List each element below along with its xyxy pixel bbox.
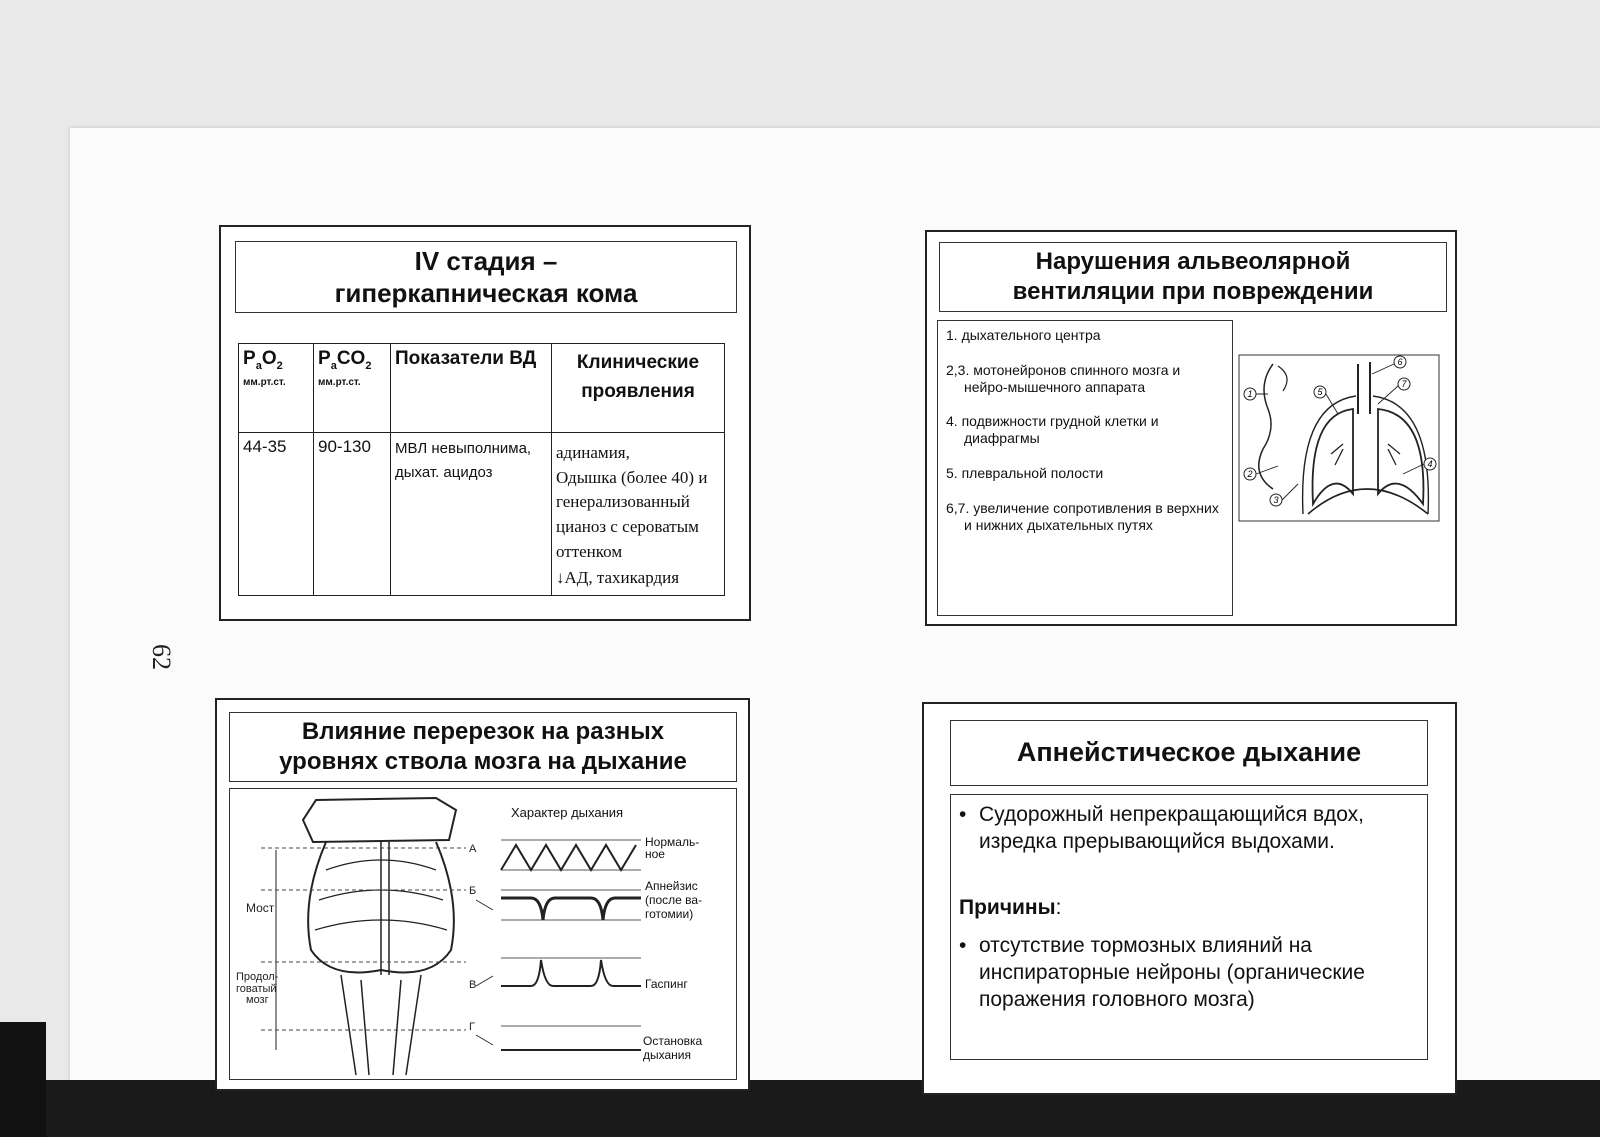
unit-paco2: мм.рт.ст. xyxy=(318,376,361,388)
list-item: 4. подвижности грудной клетки и диафрагмы xyxy=(946,413,1159,447)
list-item: 6,7. увеличение сопротивления в верхних и нижних дыхательных путях xyxy=(946,499,1219,533)
label-pons: Мост xyxy=(246,901,275,915)
diagram-label-2: 2 xyxy=(1247,469,1253,479)
slide-brainstem-sections xyxy=(215,698,750,1091)
list-item: 1. дыхательного центра xyxy=(946,327,1101,343)
pattern-gasping: Гаспинг xyxy=(645,977,688,991)
page-number: 62 xyxy=(147,644,176,670)
slide-title: Нарушения альвеолярной вентиляции при повреждении xyxy=(939,242,1447,312)
level-a: А xyxy=(469,843,477,855)
pattern-apneusis-2: (после ва- xyxy=(645,893,703,907)
level-v: В xyxy=(469,979,477,991)
diagram-label-6: 6 xyxy=(1397,357,1403,367)
cell-paco2: 90-130 xyxy=(314,433,391,596)
causes-heading: Причины: xyxy=(959,895,1062,919)
diagram-label-7: 7 xyxy=(1401,379,1407,389)
title-line-2: гиперкапническая кома xyxy=(334,278,638,308)
list-item: 5. плевральной полости xyxy=(946,464,1104,481)
slide-title xyxy=(235,241,737,313)
diagram-label-3: 3 xyxy=(1273,495,1279,505)
label-medulla-2: говатый xyxy=(236,983,277,995)
cause-list xyxy=(937,320,1233,616)
unit-pao2: мм.рт.ст. xyxy=(243,376,286,388)
slide-hypercapnic-coma xyxy=(219,225,751,621)
cell-vd: МВЛ невыполнима, дыхат. ацидоз xyxy=(391,433,552,596)
cell-pao2: 44-35 xyxy=(239,433,314,596)
diagram-label-1: 1 xyxy=(1247,389,1253,399)
pattern-apneusis-1: Апнейзис xyxy=(645,879,698,893)
level-b: Б xyxy=(469,885,477,897)
pattern-normal-2: ное xyxy=(645,847,665,861)
bullet-item: • отсутствие тормозных влияний на инспираторные нейроны (органические поражения головного мозга) xyxy=(959,933,1365,1012)
cell-clinic: адинамия, Одышка (более 40) и генерализованный цианоз с сероватым оттенком ↓АД, тахикардия xyxy=(552,433,725,596)
slide-body xyxy=(950,794,1428,1060)
label-medulla-1: Продол- xyxy=(236,971,279,983)
slide-alveolar-ventilation xyxy=(925,230,1457,626)
label-medulla-3: мозг xyxy=(246,994,269,1006)
slide-title: Влияние перерезок на разных уровнях ствола мозга на дыхание xyxy=(229,712,737,782)
level-g: Г xyxy=(469,1021,475,1033)
slide-apneustic-breathing xyxy=(922,702,1457,1095)
title-line-1: IV стадия – xyxy=(414,245,558,276)
diagram-label-5: 5 xyxy=(1317,387,1323,397)
pattern-apneusis-3: готомии) xyxy=(645,907,694,921)
diagram-label-4: 4 xyxy=(1427,459,1433,469)
pattern-normal-1: Нормаль- xyxy=(645,835,700,849)
header-clinic: Клинические проявления xyxy=(552,344,725,433)
pattern-arrest-1: Остановка xyxy=(643,1034,703,1048)
scanner-corner xyxy=(0,1022,46,1137)
header-paco2: $P_aCO_2$ мм.рт.ст. xyxy=(314,344,391,433)
breathing-character-header: Характер дыхания xyxy=(511,805,624,820)
header-vd: Показатели ВД xyxy=(391,344,552,433)
header-pao2: $P_aO_2$ мм.рт.ст. xyxy=(239,344,314,433)
coma-table xyxy=(238,343,725,596)
bullet-item: • Судорожный непрекращающийся вдох, изредка прерывающийся выдохами. xyxy=(959,803,1364,854)
slide-title: Апнейстическое дыхание xyxy=(950,720,1428,786)
brainstem-diagram xyxy=(231,790,735,1078)
respiratory-system-diagram xyxy=(1238,354,1440,522)
pattern-arrest-2: дыхания xyxy=(643,1048,691,1062)
list-item: 2,3. мотонейронов спинного мозга и нейро-мышечного аппарата xyxy=(946,361,1181,395)
